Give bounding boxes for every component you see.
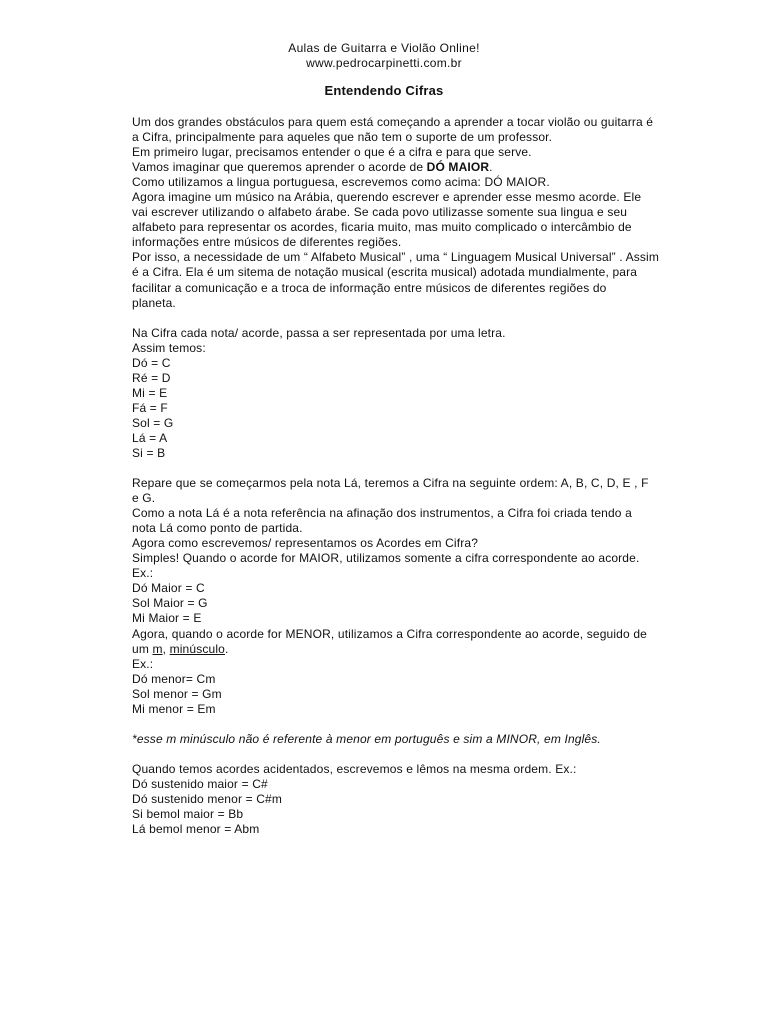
text-line: planeta. xyxy=(132,295,176,310)
text-line: facilitar a comunicação e a troca de informação entre músicos de diferentes regiões do xyxy=(132,280,607,295)
note-list-item: Sol = G xyxy=(132,415,174,430)
header-course-name: Aulas de Guitarra e Violão Online! xyxy=(288,41,480,55)
text-line: Agora como escrevemos/ representamos os Acordes em Cifra? xyxy=(132,536,479,551)
text-line: e G. xyxy=(132,491,156,506)
text-fragment: Vamos imaginar que queremos aprender o acorde de xyxy=(132,160,427,175)
text-fragment: , xyxy=(162,641,170,656)
text-line: Como a nota Lá é a nota referência na afinação dos instrumentos, a Cifra foi criada tendo a xyxy=(132,506,632,521)
text-line: Quando temos acordes acidentados, escrevemos e lêmos na mesma ordem. Ex.: xyxy=(132,761,577,776)
text-line: vai escrever utilizando o alfabeto árabe. Se cada povo utilizasse somente sua lingua e seu xyxy=(132,205,628,220)
minor-chord-item: Mi menor = Em xyxy=(132,701,216,716)
text-line: Ex.: xyxy=(132,566,154,581)
text-line: Simples! Quando o acorde for MAIOR, utilizamos somente a cifra correspondente ao acorde. xyxy=(132,551,640,566)
text-line: Como utilizamos a lingua portuguesa, escrevemos como acima: DÓ MAIOR. xyxy=(132,175,550,190)
accidental-chord-item: Lá bemol menor = Abm xyxy=(132,822,260,837)
major-chord-item: Sol Maior = G xyxy=(132,596,208,611)
text-line: Em primeiro lugar, precisamos entender o que é a cifra e para que serve. xyxy=(132,145,532,160)
underlined-minusculo: minúsculo xyxy=(169,641,225,656)
note-list-item: Dó = C xyxy=(132,355,171,370)
text-line xyxy=(132,642,692,657)
header-website: www.pedrocarpinetti.com.br xyxy=(306,56,462,70)
paragraph-gap xyxy=(132,717,692,732)
text-line: Por isso, a necessidade de um “ Alfabeto Musical” , uma “ Linguagem Musical Universal” . Assim xyxy=(132,250,659,265)
minor-chord-item: Dó menor= Cm xyxy=(132,671,216,686)
text-line: alfabeto para representar os acordes, ficaria muito, mas muito complicado o intercâmbio de xyxy=(132,220,632,235)
accidental-chord-item: Dó sustenido menor = C#m xyxy=(132,791,283,806)
text-line: Repare que se começarmos pela nota Lá, teremos a Cifra na seguinte ordem: A, B, C, D, E , F xyxy=(132,476,649,491)
underlined-m: m xyxy=(152,641,163,656)
text-line: Agora, quando o acorde for MENOR, utilizamos a Cifra correspondente ao acorde, seguido de xyxy=(132,626,647,641)
accidental-chord-item: Dó sustenido maior = C# xyxy=(132,776,268,791)
text-line: nota Lá como ponto de partida. xyxy=(132,521,303,536)
text-line: Assim temos: xyxy=(132,340,206,355)
text-line: Na Cifra cada nota/ acorde, passa a ser representada por uma letra. xyxy=(132,325,506,340)
major-chord-item: Dó Maior = C xyxy=(132,581,205,596)
text-line: informações entre músicos de diferentes regiões. xyxy=(132,235,402,250)
paragraph-gap xyxy=(132,311,692,326)
note-list-item: Fá = F xyxy=(132,400,168,415)
note-list-item: Lá = A xyxy=(132,430,168,445)
text-fragment: . xyxy=(489,160,493,175)
text-fragment: . xyxy=(224,641,229,656)
text-line: Ex.: xyxy=(132,656,154,671)
text-line: Agora imagine um músico na Arábia, querendo escrever e aprender esse mesmo acorde. Ele xyxy=(132,190,642,205)
page-title: Entendendo Cifras xyxy=(324,83,444,98)
paragraph-gap xyxy=(132,461,692,476)
bold-chord-name: DÓ MAIOR xyxy=(426,160,490,175)
minor-chord-item: Sol menor = Gm xyxy=(132,686,222,701)
text-line: a Cifra, principalmente para aqueles que não tem o suporte de um professor. xyxy=(132,130,553,145)
page-header xyxy=(0,41,768,71)
italic-footnote: *esse m minúsculo não é referente à menor em português e sim a MINOR, em Inglês. xyxy=(132,731,601,746)
accidental-chord-item: Si bemol maior = Bb xyxy=(132,806,244,821)
document-body xyxy=(132,115,692,837)
text-line: Um dos grandes obstáculos para quem está começando a aprender a tocar violão ou guitarra é xyxy=(132,115,654,129)
text-fragment: um xyxy=(132,641,153,656)
major-chord-item: Mi Maior = E xyxy=(132,611,202,626)
note-list-item: Ré = D xyxy=(132,370,171,385)
note-list-item: Mi = E xyxy=(132,385,168,400)
text-line xyxy=(132,160,692,175)
text-line: é a Cifra. Ela é um sitema de notação musical (escrita musical) adotada mundialmente, para xyxy=(132,265,638,280)
paragraph-gap xyxy=(132,747,692,762)
note-list-item: Si = B xyxy=(132,445,166,460)
